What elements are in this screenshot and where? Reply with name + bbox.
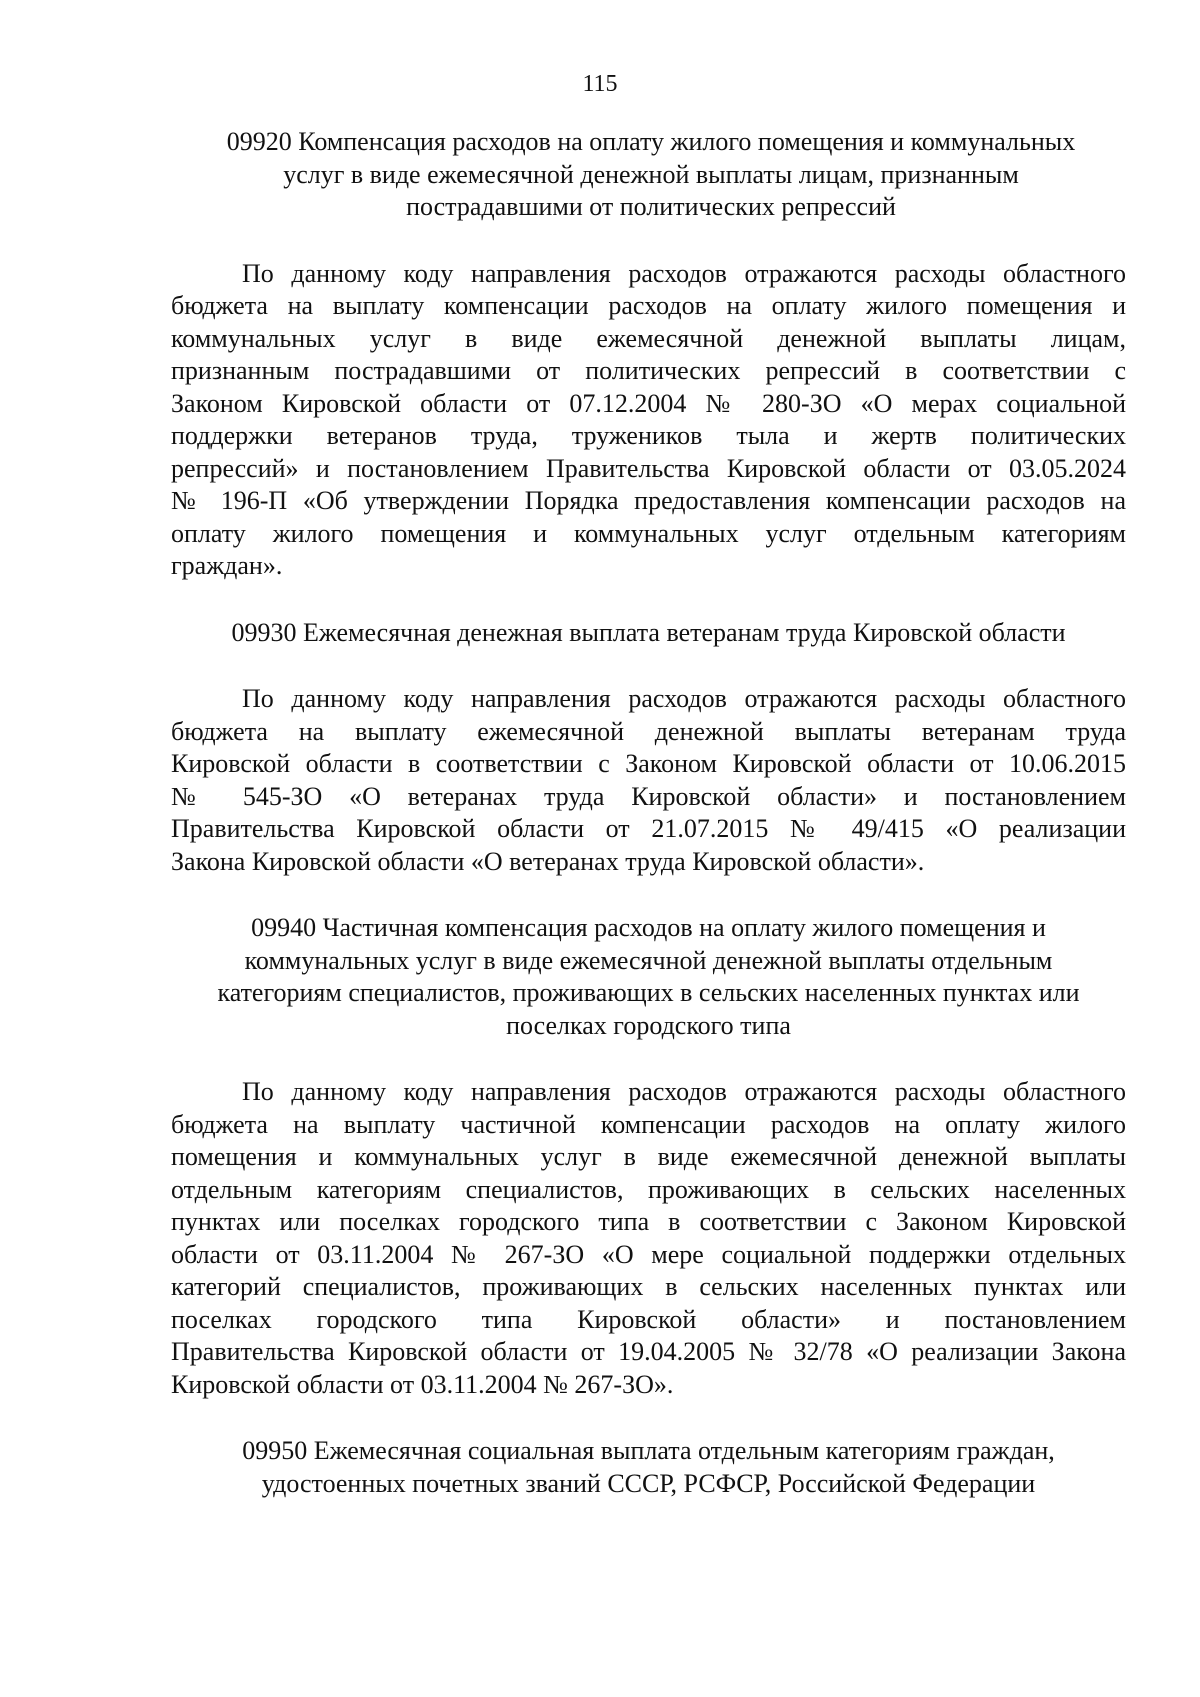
heading-line: 09940 Частичная компенсация расходов на оплату жилого помещения и: [251, 913, 1046, 942]
section-paragraph-09940: [171, 1076, 1126, 1401]
paragraph-line: Кировской области в соответствии с Законом Кировской области от 10.06.2015: [171, 749, 1126, 778]
paragraph-line: граждан».: [171, 551, 283, 580]
paragraph-line: По данному коду направления расходов отражаются расходы областного: [242, 1077, 1126, 1106]
paragraph-line: коммунальных услуг в виде ежемесячной денежной выплаты лицам,: [171, 323, 1126, 353]
heading-line: поселках городского типа: [506, 1010, 791, 1040]
paragraph-line: поселках городского типа Кировской области» и постановлением: [171, 1304, 1126, 1334]
page-number: 115: [582, 71, 618, 97]
section-heading-09930: [171, 617, 1126, 650]
paragraph-line: категорий специалистов, проживающих в сельских населенных пунктах или: [171, 1272, 1126, 1301]
paragraph-line: Законом Кировской области от 07.12.2004 № 280-ЗО «О мерах социальной: [171, 388, 1126, 418]
heading-line: удостоенных почетных званий СССР, РСФСР, Российской Федерации: [261, 1468, 1036, 1498]
section-heading-09950: [171, 1435, 1126, 1500]
section-heading-09920: [181, 126, 1121, 224]
paragraph-line: репрессий» и постановлением Правительства Кировской области от 03.05.2024: [171, 453, 1126, 483]
paragraph-line: бюджета на выплату ежемесячной денежной выплаты ветеранам труда: [171, 716, 1126, 746]
paragraph-line: отдельным категориям специалистов, проживающих в сельских населенных: [171, 1174, 1126, 1204]
paragraph-line: Правительства Кировской области от 19.04.2005 № 32/78 «О реализации Закона: [171, 1337, 1126, 1366]
paragraph-line: Правительства Кировской области от 21.07.2015 № 49/415 «О реализации: [171, 814, 1126, 843]
heading-line: 09930 Ежемесячная денежная выплата ветеранам труда Кировской области: [231, 617, 1066, 647]
paragraph-line: № 196-П «Об утверждении Порядка предоставления компенсации расходов на: [171, 486, 1126, 515]
paragraph-line: По данному коду направления расходов отражаются расходы областного: [242, 684, 1126, 713]
heading-line: пострадавшими от политических репрессий: [406, 192, 896, 221]
section-paragraph-09920: [171, 258, 1126, 583]
paragraph-line: Закона Кировской области «О ветеранах труда Кировской области».: [171, 846, 925, 876]
document-body: [171, 126, 1126, 1500]
heading-line: 09950 Ежемесячная социальная выплата отдельным категориям граждан,: [242, 1436, 1055, 1465]
paragraph-line: По данному коду направления расходов отражаются расходы областного: [242, 258, 1126, 288]
paragraph-line: бюджета на выплату частичной компенсации расходов на оплату жилого: [171, 1109, 1126, 1139]
paragraph-line: Кировской области от 03.11.2004 № 267-ЗО».: [171, 1369, 674, 1399]
section-paragraph-09930: [171, 683, 1126, 878]
heading-line: коммунальных услуг в виде ежемесячной денежной выплаты отдельным: [244, 945, 1053, 975]
paragraph-line: № 545-ЗО «О ветеранах труда Кировской области» и постановлением: [171, 781, 1126, 811]
paragraph-line: поддержки ветеранов труда, тружеников тыла и жертв политических: [171, 421, 1126, 450]
paragraph-line: оплату жилого помещения и коммунальных услуг отдельным категориям: [171, 518, 1126, 548]
section-heading-09940: [171, 912, 1126, 1042]
paragraph-line: бюджета на выплату компенсации расходов на оплату жилого помещения и: [171, 291, 1126, 320]
heading-line: услуг в виде ежемесячной денежной выплаты лицам, признанным: [283, 159, 1019, 189]
paragraph-line: помещения и коммунальных услуг в виде ежемесячной денежной выплаты: [171, 1142, 1126, 1171]
heading-line: категориям специалистов, проживающих в сельских населенных пунктах или: [217, 978, 1080, 1007]
paragraph-line: пунктах или поселках городского типа в соответствии с Законом Кировской: [171, 1207, 1126, 1236]
paragraph-line: области от 03.11.2004 № 267-ЗО «О мере социальной поддержки отдельных: [171, 1239, 1126, 1269]
paragraph-line: признанным пострадавшими от политических репрессий в соответствии с: [171, 356, 1126, 385]
heading-line: 09920 Компенсация расходов на оплату жилого помещения и коммунальных: [226, 127, 1076, 156]
